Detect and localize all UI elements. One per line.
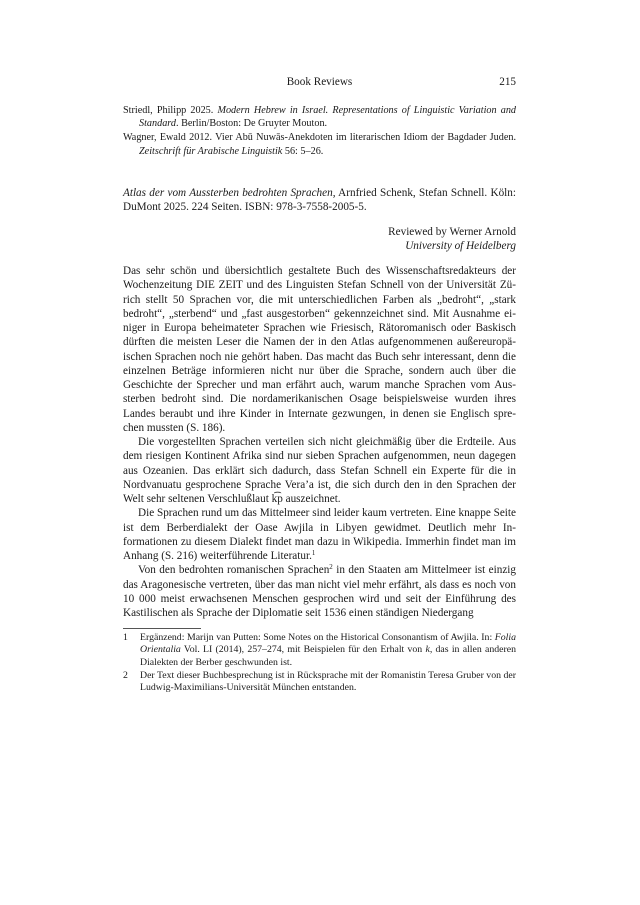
paragraph-text: in den Staaten am Mittelmeer ist einzig das Aragonesische vertreten, über das man nicht viel mehr erfährt, als dass es noch von 10 000 meist erwachsenen Menschen gesprochen wird und seit der Einführung des Kastilischen als Sprache der Diplomatie seit 1536 einen ständigen Niedergang	[123, 564, 517, 619]
footnote-marker[interactable]: 2	[329, 563, 333, 572]
reference-author: Striedl, Philipp 2025.	[123, 105, 218, 116]
book-details: Arnfried Schenk, Stefan Schnell. Köln: DuMont 2025. 224 Seiten. ISBN: 978-3-7558-2005-5.	[123, 187, 516, 214]
reference-list	[123, 104, 516, 159]
reference-title: Modern Hebrew in Israel. Representations of Linguistic Variation and Standard	[139, 105, 517, 130]
reference-item	[123, 131, 516, 157]
footnote-italic-letter: k	[425, 644, 430, 656]
paragraph	[123, 264, 516, 435]
footnote-text	[140, 670, 516, 695]
reference-author: Wagner, Ewald 2012.	[123, 132, 216, 144]
reviewer-name: Reviewed by Werner Arnold	[388, 226, 516, 238]
footnotes	[123, 632, 516, 695]
footnote-journal: Folia Orientalia	[140, 632, 516, 656]
footnote-text-part: Der Text dieser Buchbesprechung ist in Rücksprache mit der Romanistin Teresa Gruber von der Ludwig-Maximilians-Universität München entstanden.	[140, 669, 516, 694]
footnote-text-part: Vol. LI (2014), 257–274, mit Beispielen für den Erhalt von	[180, 644, 426, 656]
paragraph	[123, 435, 516, 506]
paragraph-text: Von den bedrohten romanischen Sprachen	[138, 564, 330, 577]
paragraph-text: Die Sprachen rund um das Mittelmeer sind leider kaum vertreten. Eine knappe Seite ist dem Berberdialekt der Oase Awjila in Libyen gewidmet. Deutlich mehr Informationen zu diesem Dialekt findet man dazu in Wikipedia. Immerhin findet man im Anhang (S. 216) weiterführende Literatur.	[123, 507, 516, 562]
page-number: 215	[499, 76, 516, 88]
reviewer-affiliation: University of Heidelberg	[405, 240, 516, 253]
footnote-text	[140, 632, 516, 669]
footnote-divider	[123, 628, 201, 629]
reference-item	[123, 104, 516, 130]
paragraph	[123, 506, 516, 563]
footnote-number: 2	[123, 669, 128, 681]
book-title: Atlas der vom Aussterben bedrohten Sprachen,	[123, 187, 336, 199]
footnote-marker[interactable]: 1	[311, 549, 316, 557]
paragraph	[123, 563, 516, 620]
reviewer-block	[123, 225, 516, 254]
reference-journal: Zeitschrift für Arabische Linguistik	[139, 145, 283, 157]
footnote	[123, 632, 516, 669]
footnote	[123, 670, 516, 695]
paragraph-text: Das sehr schön und übersichtlich gestaltete Buch des Wissenschaftsredakteurs der Wochenzeitung DIE ZEIT und des Linguisten Stefan Schnell von der Universität Zürich stellt 50 Sprachen vor, die mit unterschiedlichen Farben als „bedroht“, „stark bedroht“, „sterbend“ und „fast ausgestorben“ gekennzeichnet sind. Mit Ausnahme einiger in Europa beheimateter Sprachen wie Friesisch, Rätoromanisch oder Baskisch dürften die meisten Leser die Namen der in den Atlas aufgenommenen außereuropäischen Sprachen noch nie gehört haben. Das macht das Buch sehr interessant, denn die einzelnen Beträge informieren nicht nur über die Sprache, sondern auch über die Geschichte der Sprecher und man erfährt auch, warum manche Sprachen vom Aussterben bedroht sind. Die nordamerikanischen Osage beispielsweise wurden ihres Landes beraubt und ihre Kinder in Internate gezwungen, in denen sie Englisch sprechen mussten (S. 186).	[123, 265, 516, 434]
reviewed-book-citation	[123, 186, 516, 215]
running-head-title: Book Reviews	[286, 76, 353, 88]
reference-article-title: Vier Abū Nuwās-Anekdoten im literarischen Idiom der Bagdader Juden.	[215, 132, 516, 144]
paragraph-text: Die vorgestellten Sprachen verteilen sich nicht gleichmäßig über die Erdteile. Aus dem riesigen Kontinent Afrika sind nur sieben Sprachen aufgenommen, neun dagegen aus Ozeanien. Das erklärt sich dadurch, dass Stefan Schnell ein Experte für die in Nordvanuatu gesprochene Sprache Vera’a ist, die sich durch den in den Sprachen der Welt sehr seltenen Verschlußlaut k͡p auszeichnet.	[123, 436, 516, 505]
reference-volume: 56: 5–26.	[282, 145, 324, 157]
footnote-text-part: Ergänzend: Marijn van Putten: Some Notes on the Historical Consonantism of Awjila. In:	[140, 632, 495, 643]
footnote-number: 1	[123, 632, 128, 643]
review-body	[123, 264, 516, 620]
footnote-text-part: , das in allen anderen Dialekten der Berber geschwunden ist.	[140, 644, 516, 668]
reference-publisher: . Berlin/Boston: De Gruyter Mouton.	[175, 118, 328, 130]
